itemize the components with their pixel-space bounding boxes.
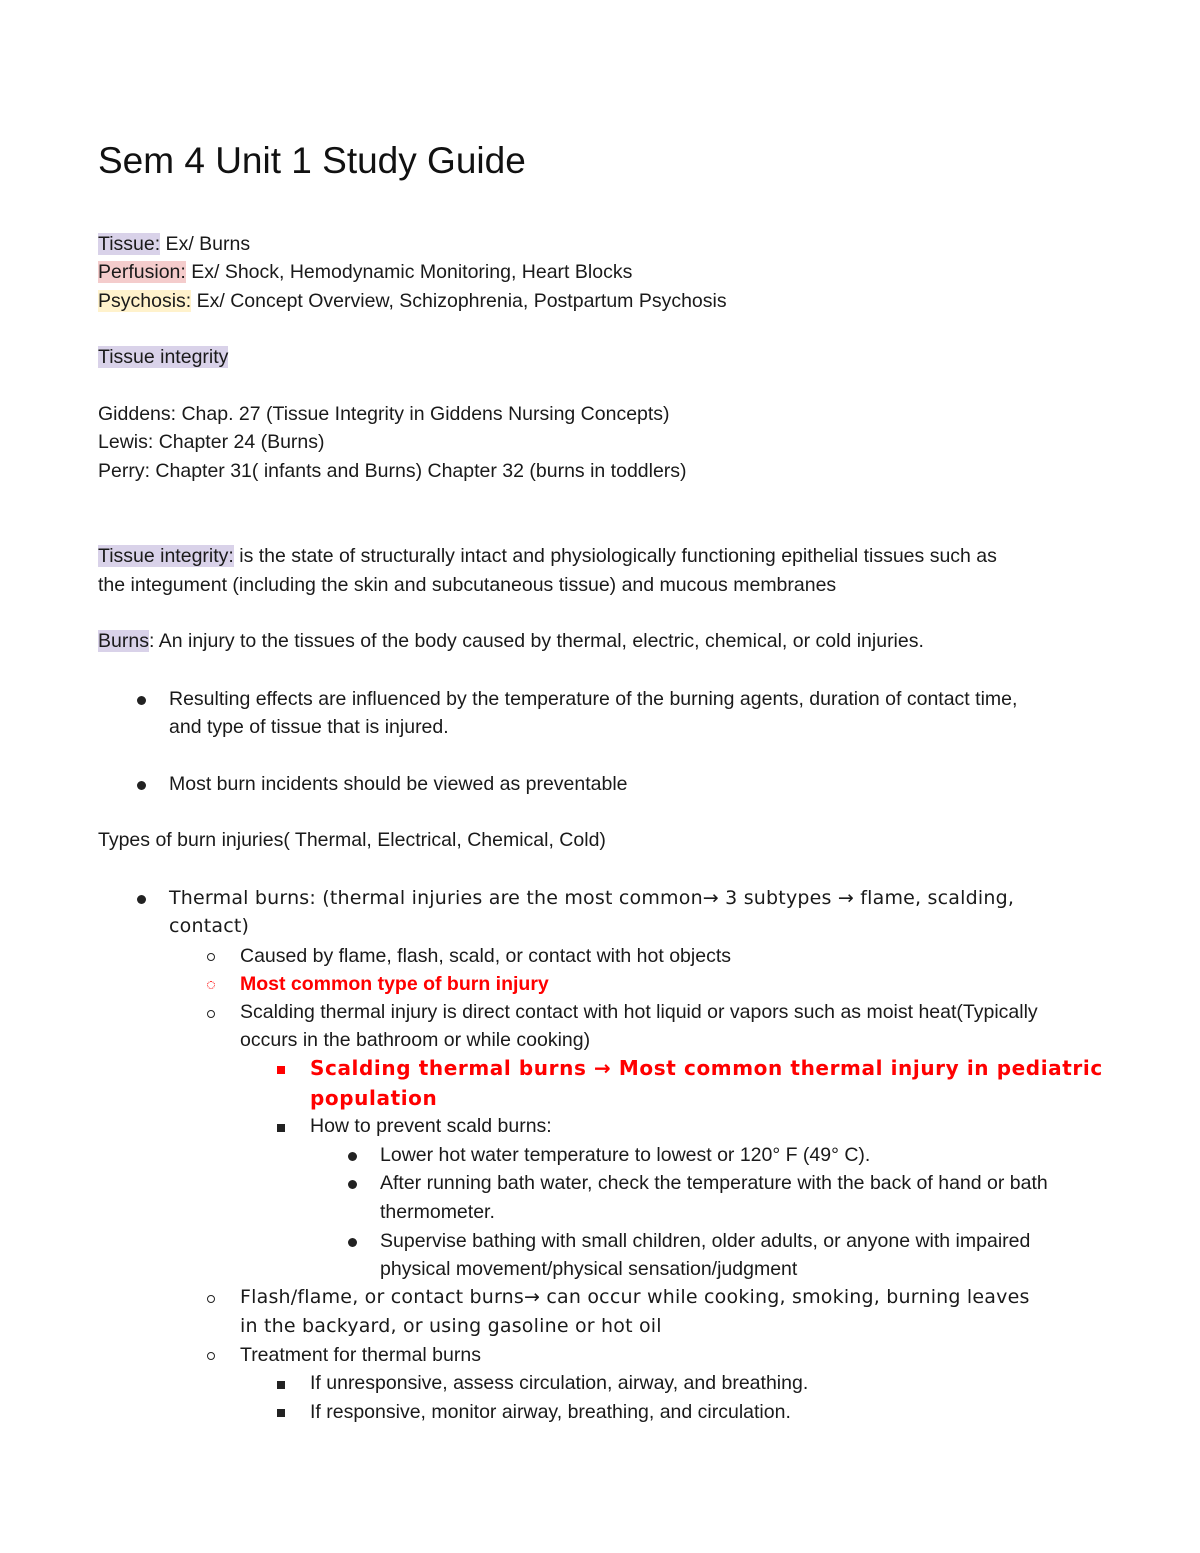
square-bullet-icon bbox=[277, 1124, 285, 1132]
perfusion-label: Perfusion: bbox=[98, 261, 186, 283]
definition-text-1: is the state of structurally intact and physiologically functioning epithelial tissues such as bbox=[233, 545, 997, 567]
reference-giddens: Giddens: Chap. 27 (Tissue Integrity in Giddens Nursing Concepts) bbox=[98, 403, 670, 425]
prevent-heading: How to prevent scald burns: bbox=[310, 1115, 552, 1137]
treatment-item-2: If responsive, monitor airway, breathing, and circulation. bbox=[310, 1401, 791, 1423]
burns-label: Burns bbox=[98, 630, 149, 652]
square-bullet-icon bbox=[277, 1409, 285, 1417]
bullet-icon bbox=[348, 1152, 357, 1161]
reference-lewis: Lewis: Chapter 24 (Burns) bbox=[98, 431, 325, 453]
thermal-most-common: Most common type of burn injury bbox=[240, 973, 549, 995]
definition-line-2: the integument (including the skin and subcutaneous tissue) and mucous membranes bbox=[98, 574, 837, 596]
concept-perfusion bbox=[98, 258, 632, 286]
square-bullet-icon bbox=[277, 1381, 285, 1389]
treatment-item-1: If unresponsive, assess circulation, airway, and breathing. bbox=[310, 1372, 809, 1394]
treatment-heading: Treatment for thermal burns bbox=[240, 1344, 481, 1366]
sub-bullet-icon bbox=[207, 981, 215, 989]
prevent-item-3-line-2: physical movement/physical sensation/judgment bbox=[380, 1258, 798, 1280]
concept-tissue bbox=[98, 230, 250, 258]
flash-line-2: in the backyard, or using gasoline or hot oil bbox=[240, 1315, 662, 1337]
burn-bullet-1-line-1: Resulting effects are influenced by the temperature of the burning agents, duration of contact time, bbox=[169, 688, 1018, 710]
bullet-icon bbox=[348, 1180, 357, 1189]
scalding-line-2: occurs in the bathroom or while cooking) bbox=[240, 1029, 591, 1051]
thermal-line-2: contact) bbox=[169, 915, 250, 937]
bullet-icon bbox=[137, 895, 146, 904]
tissue-label: Tissue: bbox=[98, 233, 161, 255]
burn-bullet-1-line-2: and type of tissue that is injured. bbox=[169, 716, 449, 738]
concept-psychosis bbox=[98, 287, 727, 315]
definition-label: Tissue integrity: bbox=[98, 545, 234, 567]
burns-definition bbox=[98, 627, 924, 655]
thermal-caused-by: Caused by flame, flash, scald, or contact with hot objects bbox=[240, 945, 731, 967]
scald-red-line-1: Scalding thermal burns → Most common thermal injury in pediatric bbox=[310, 1056, 1103, 1080]
scald-red-line-2: population bbox=[310, 1086, 438, 1110]
page-title: Sem 4 Unit 1 Study Guide bbox=[98, 140, 526, 181]
burns-text: : An injury to the tissues of the body caused by thermal, electric, chemical, or cold injuries. bbox=[148, 630, 924, 652]
flash-line-1: Flash/flame, or contact burns→ can occur while cooking, smoking, burning leaves bbox=[240, 1286, 1030, 1308]
psychosis-text: Ex/ Concept Overview, Schizophrenia, Postpartum Psychosis bbox=[191, 290, 727, 312]
bullet-icon bbox=[137, 696, 146, 705]
bullet-icon bbox=[137, 781, 146, 790]
tissue-text: Ex/ Burns bbox=[160, 233, 251, 255]
reference-perry: Perry: Chapter 31( infants and Burns) Chapter 32 (burns in toddlers) bbox=[98, 460, 687, 482]
psychosis-label: Psychosis: bbox=[98, 290, 192, 312]
sub-bullet-icon bbox=[207, 1352, 215, 1360]
thermal-line-1: Thermal burns: (thermal injuries are the most common→ 3 subtypes → flame, scalding, bbox=[169, 887, 1015, 909]
prevent-item-2-line-2: thermometer. bbox=[380, 1201, 495, 1223]
scalding-line-1: Scalding thermal injury is direct contact with hot liquid or vapors such as moist heat(Typically bbox=[240, 1001, 1038, 1023]
sub-bullet-icon bbox=[207, 1295, 215, 1303]
square-bullet-icon bbox=[277, 1066, 285, 1074]
types-heading: Types of burn injuries( Thermal, Electrical, Chemical, Cold) bbox=[98, 829, 606, 851]
definition-line-1 bbox=[98, 542, 997, 570]
bullet-icon bbox=[348, 1238, 357, 1247]
prevent-item-2-line-1: After running bath water, check the temperature with the back of hand or bath bbox=[380, 1172, 1048, 1194]
section-heading-text: Tissue integrity bbox=[98, 346, 229, 368]
prevent-item-1: Lower hot water temperature to lowest or 120° F (49° C). bbox=[380, 1144, 871, 1166]
prevent-item-3-line-1: Supervise bathing with small children, older adults, or anyone with impaired bbox=[380, 1230, 1031, 1252]
sub-bullet-icon bbox=[207, 953, 215, 961]
burn-bullet-2: Most burn incidents should be viewed as preventable bbox=[169, 773, 628, 795]
perfusion-text: Ex/ Shock, Hemodynamic Monitoring, Heart Blocks bbox=[185, 261, 633, 283]
section-heading bbox=[98, 343, 228, 371]
sub-bullet-icon bbox=[207, 1010, 215, 1018]
